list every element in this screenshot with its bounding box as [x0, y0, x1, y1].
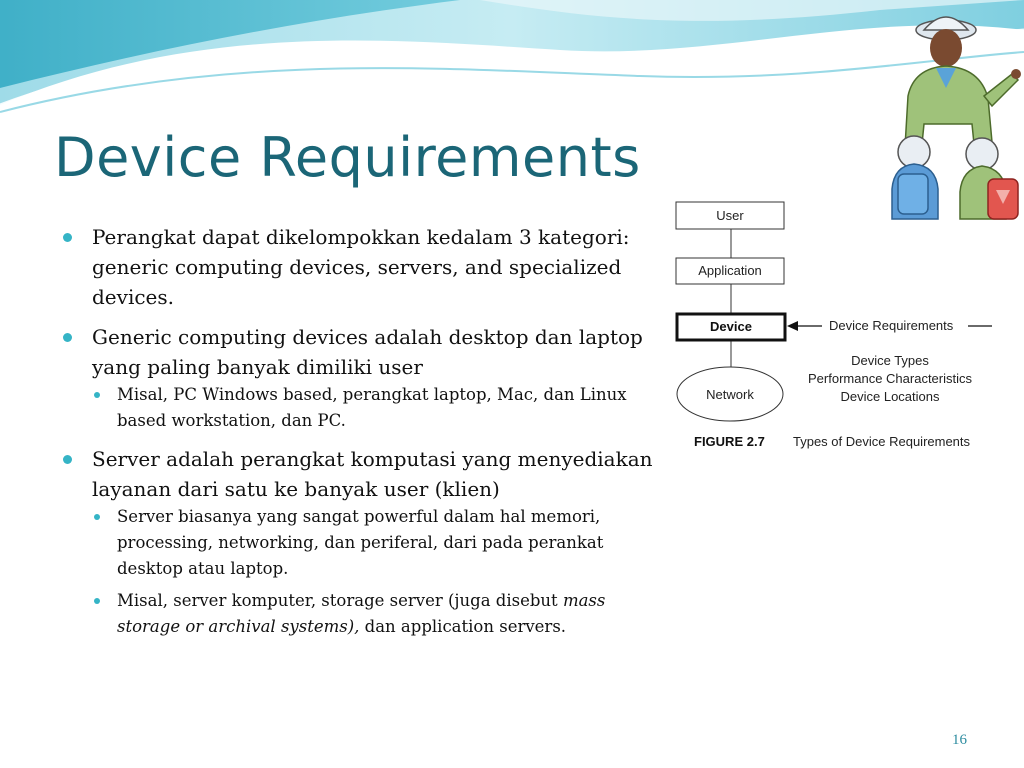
device-requirements-label: Device Requirements [829, 318, 954, 333]
sub-bullet-item [92, 504, 660, 582]
sub-bullet-text: Misal, PC Windows based, perangkat laptop, Mac, dan Linux based workstation, dan PC. [117, 385, 627, 430]
layer-diagram [674, 195, 996, 460]
sub-bullet-dot-icon [94, 598, 100, 604]
sub-bullet-dot-icon [94, 514, 100, 520]
bullet-content [60, 222, 660, 650]
bullet-item [60, 444, 660, 640]
figure-caption-text: Types of Device Requirements [793, 434, 971, 449]
slide-title: Device Requirements [54, 126, 641, 189]
req-type-locations: Device Locations [840, 389, 940, 404]
sub-bullet-list [92, 504, 660, 640]
req-type-device-types: Device Types [851, 353, 929, 368]
sub-bullet-item [92, 588, 660, 640]
bullet-text: Perangkat dapat dikelompokkan kedalam 3 kategori: generic computing devices, servers, and specialized devices. [92, 225, 630, 309]
sub-bullet-text-italic: mass storage or archival systems), [117, 591, 606, 636]
figure-caption-label: FIGURE 2.7 [694, 434, 765, 449]
hikers-clipart-icon [884, 14, 1024, 224]
sub-bullet-text: Server biasanya yang sangat powerful dalam hal memori, processing, networking, dan periferal, dari pada perankat desktop atau laptop. [117, 507, 604, 578]
user-box-label: User [716, 208, 744, 223]
bullet-list [60, 222, 660, 640]
bullet-dot-icon [63, 233, 72, 242]
page-number: 16 [952, 732, 967, 748]
bullet-item [60, 222, 660, 312]
sub-bullet-list [92, 382, 660, 434]
device-requirements-figure [674, 195, 996, 460]
header-wave-decoration [0, 0, 1024, 130]
bullet-dot-icon [63, 333, 72, 342]
req-type-performance: Performance Characteristics [808, 371, 972, 386]
sub-bullet-text-start: Misal, server komputer, storage server (juga disebut [117, 591, 563, 610]
device-box-label: Device [710, 319, 752, 334]
bullet-text: Generic computing devices adalah desktop dan laptop yang paling banyak dimiliki user [92, 325, 643, 379]
application-box-label: Application [698, 263, 762, 278]
network-ellipse-label: Network [706, 387, 754, 402]
bullet-item [60, 322, 660, 434]
sub-bullet-item [92, 382, 660, 434]
bullet-text: Server adalah perangkat komputasi yang menyediakan layanan dari satu ke banyak user (klien) [92, 447, 653, 501]
sub-bullet-text-end: dan application servers. [359, 617, 567, 636]
arrow-head-icon [787, 321, 798, 331]
bullet-dot-icon [63, 455, 72, 464]
sub-bullet-dot-icon [94, 392, 100, 398]
